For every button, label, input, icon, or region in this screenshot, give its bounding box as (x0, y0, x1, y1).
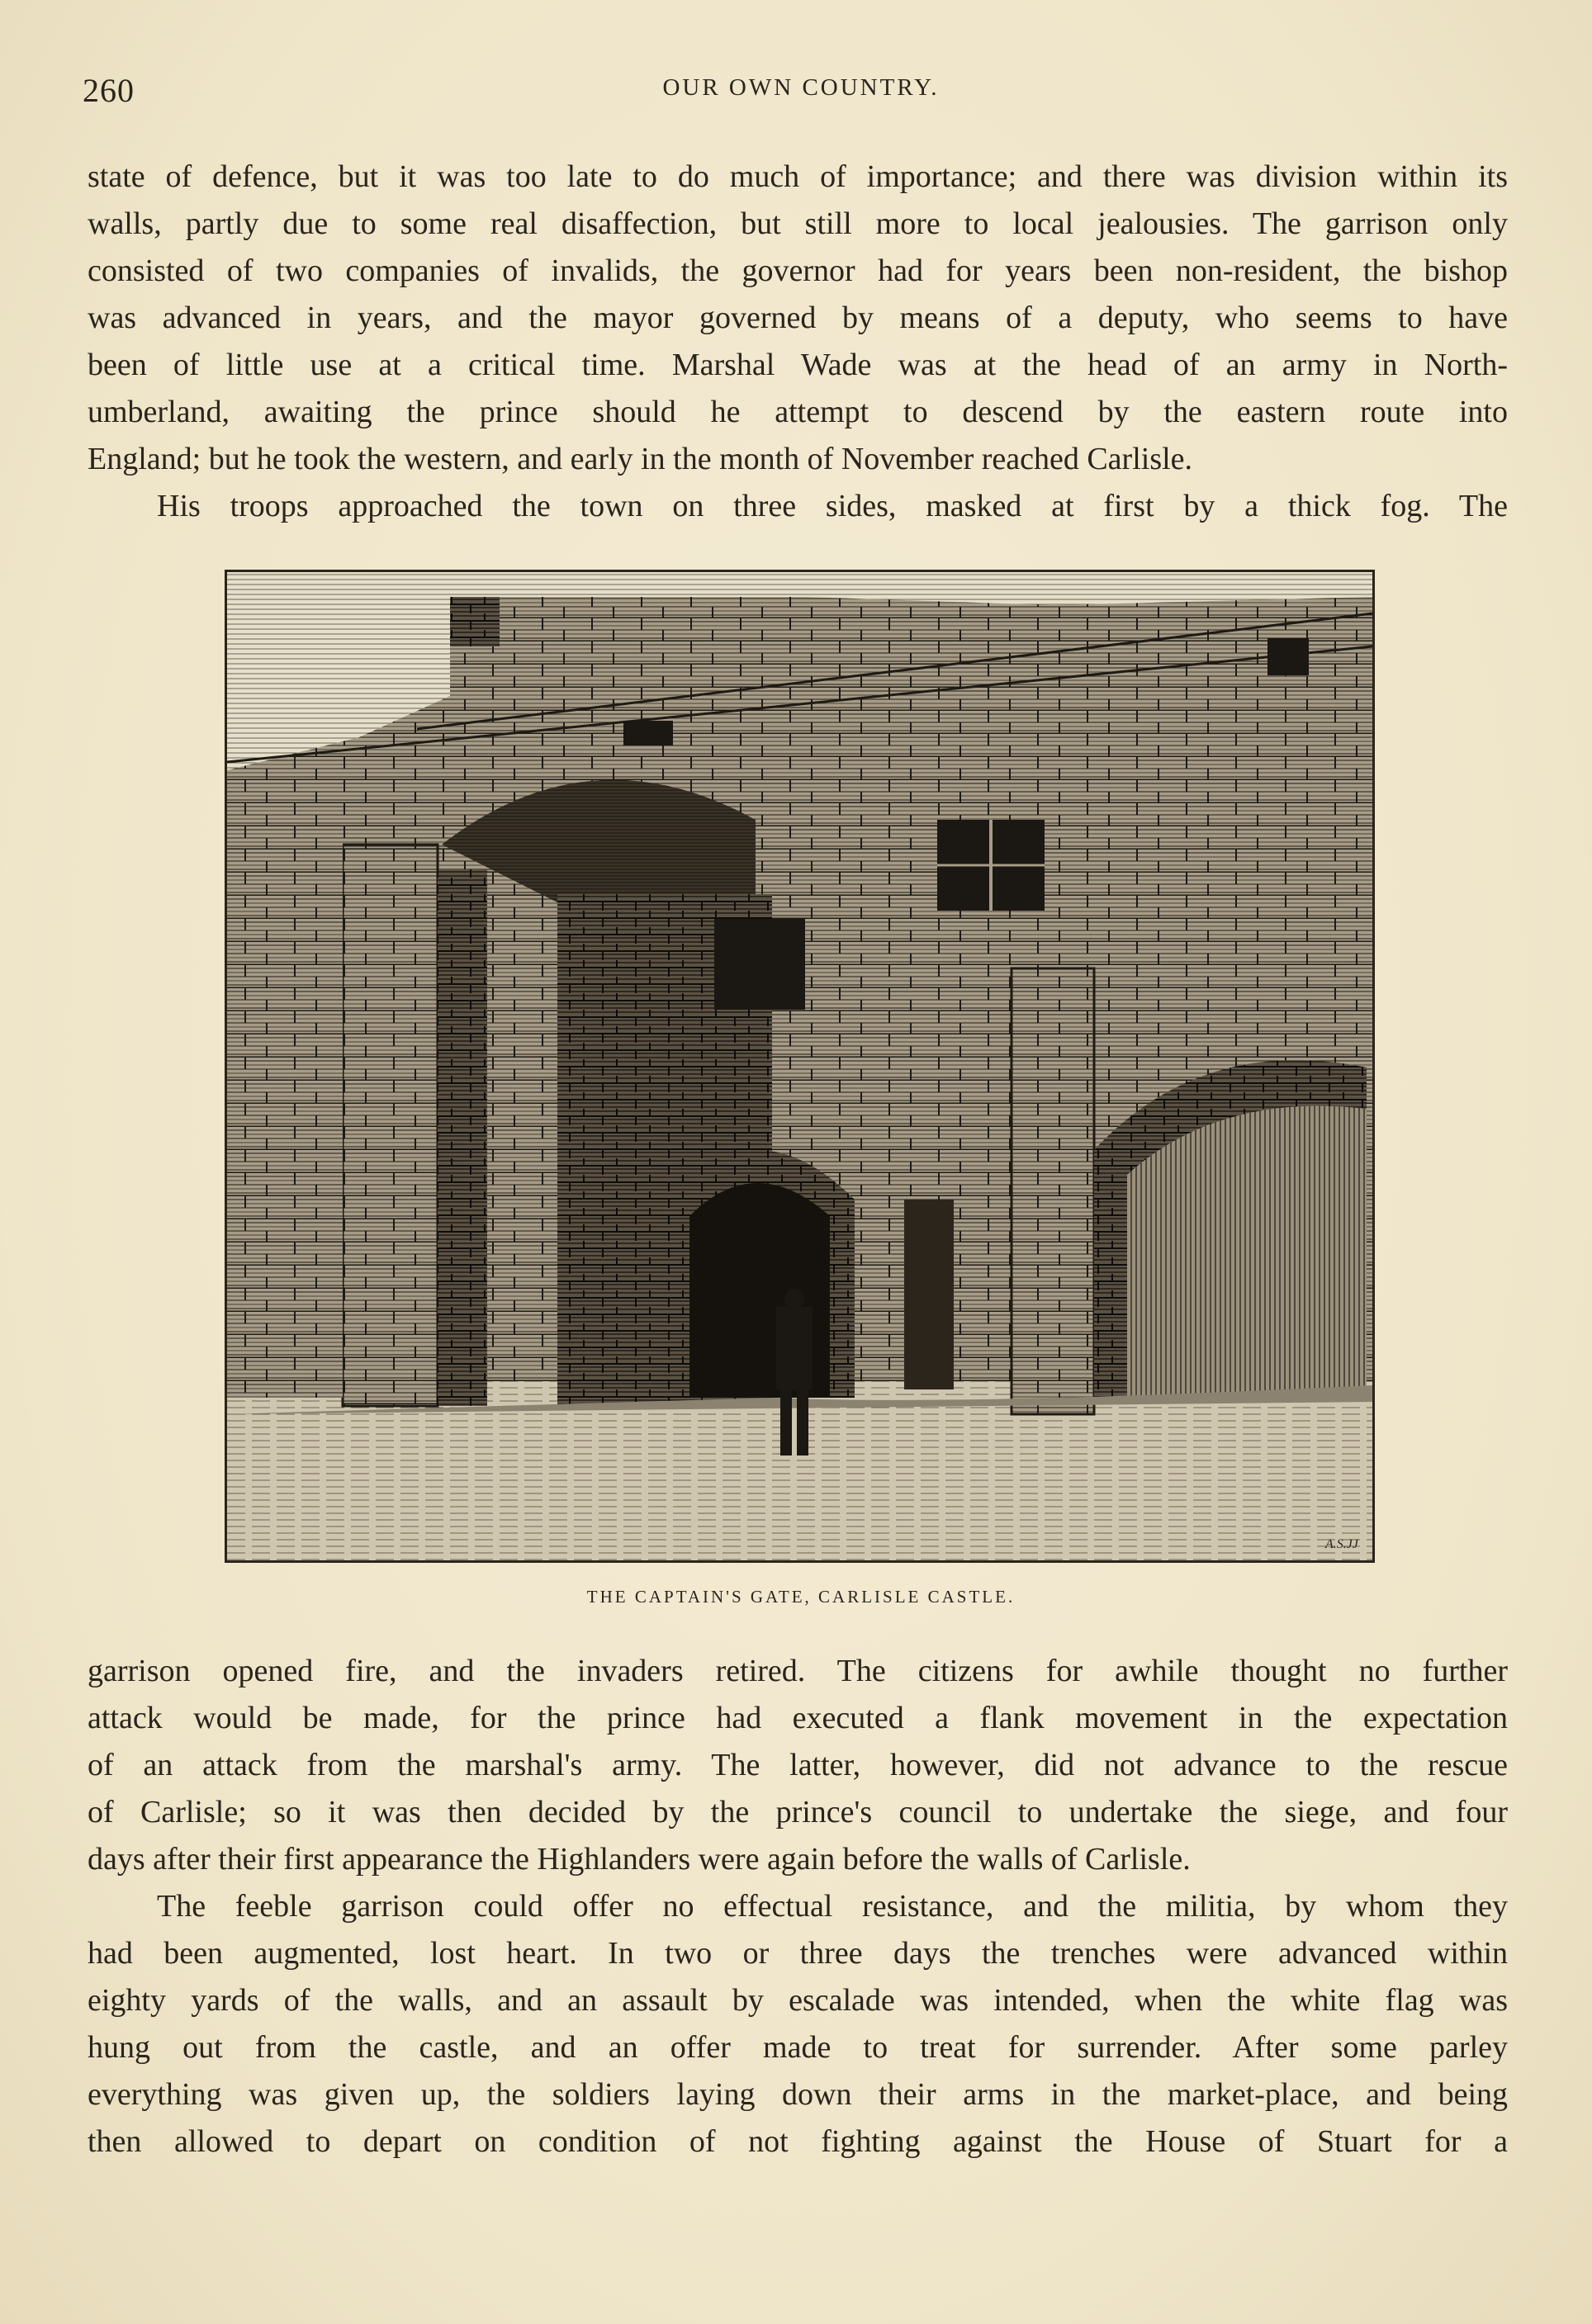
text-line: His troops approached the town on three sides, masked at first by a thick fog. The (157, 489, 1508, 523)
engraver-signature: A.S.JJ (1325, 1537, 1358, 1551)
text-line: consisted of two companies of invalids, the governor had for years been non-resident, the bishop (88, 253, 1508, 288)
text-line: was advanced in years, and the mayor governed by means of a deputy, who seems to have (88, 301, 1508, 335)
text-line: of Carlisle; so it was then decided by the prince's council to undertake the siege, and four (88, 1795, 1508, 1829)
engraving-captains-gate (225, 570, 1375, 1563)
paragraph-2 (88, 1648, 1508, 1883)
text-line: umberland, awaiting the prince should he attempt to descend by the eastern route into (88, 395, 1508, 429)
text-line: The feeble garrison could offer no effectual resistance, and the militia, by whom they (157, 1889, 1508, 1924)
text-line: hung out from the castle, and an offer made to treat for surrender. After some parley (88, 2030, 1508, 2065)
text-line: walls, partly due to some real disaffection, but still more to local jealousies. The garrison only (88, 206, 1508, 241)
text-line: England; but he took the western, and early in the month of November reached Carlisle. (88, 442, 1193, 476)
page-header (83, 71, 1519, 112)
page-number: 260 (83, 72, 135, 109)
paragraph-3 (88, 1883, 1508, 2165)
text-line: been of little use at a critical time. Marshal Wade was at the head of an army in North- (88, 348, 1508, 382)
running-title: OUR OWN COUNTRY. (662, 74, 940, 101)
text-line: state of defence, but it was too late to do much of importance; and there was division within its (88, 159, 1508, 194)
text-line: everything was given up, the soldiers laying down their arms in the market-place, and being (88, 2077, 1508, 2112)
figure-caption: THE CAPTAIN'S GATE, CARLISLE CASTLE. (586, 1587, 1016, 1607)
text-line: had been augmented, lost heart. In two or three days the trenches were advanced within (88, 1936, 1508, 1971)
text-line: garrison opened fire, and the invaders retired. The citizens for awhile thought no further (88, 1654, 1508, 1688)
text-line: eighty yards of the walls, and an assault by escalade was intended, when the white flag was (88, 1983, 1508, 2018)
text-line: days after their first appearance the Highlanders were again before the walls of Carlisle. (88, 1842, 1191, 1877)
text-line: attack would be made, for the prince had executed a flank movement in the expectation (88, 1701, 1508, 1735)
paragraph-1 (88, 154, 1508, 530)
text-line: of an attack from the marshal's army. The latter, however, did not advance to the rescue (88, 1748, 1508, 1782)
text-line: then allowed to depart on condition of not fighting against the House of Stuart for a (88, 2124, 1508, 2159)
